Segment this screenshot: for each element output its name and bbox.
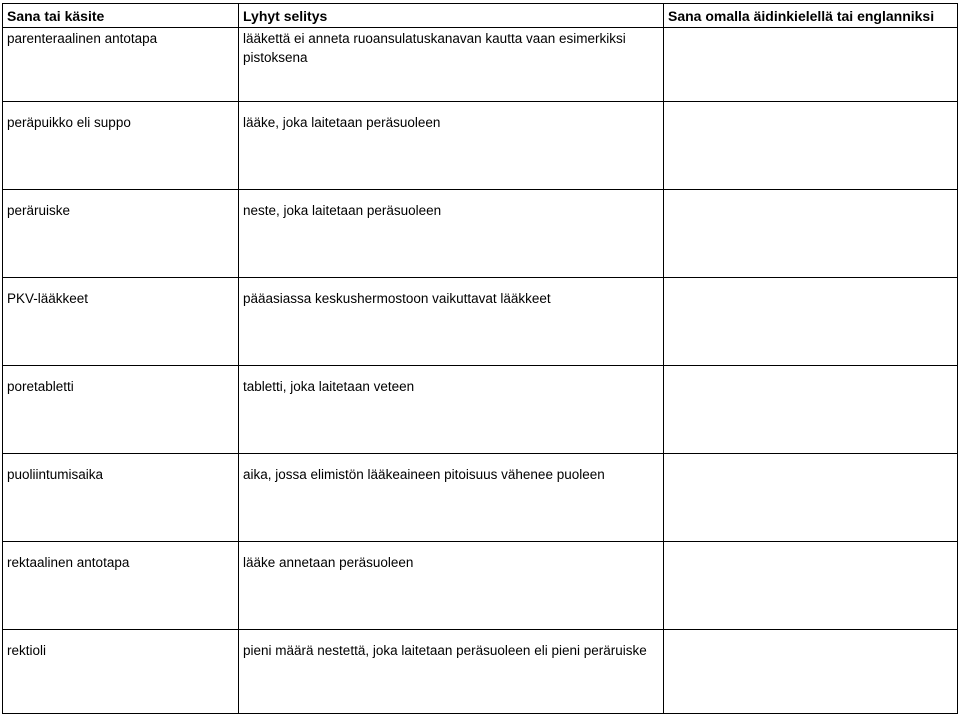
table-row — [3, 190, 958, 278]
translation-cell[interactable] — [664, 102, 958, 190]
term-cell: peräruiske — [3, 190, 239, 278]
definition-cell: pääasiassa keskushermostoon vaikuttavat lääkkeet — [239, 278, 664, 366]
term-cell: rektioli — [3, 630, 239, 714]
header-term: Sana tai käsite — [3, 4, 239, 28]
definition-cell: tabletti, joka laitetaan veteen — [239, 366, 664, 454]
table-row — [3, 28, 958, 102]
translation-cell[interactable] — [664, 630, 958, 714]
term-cell: PKV-lääkkeet — [3, 278, 239, 366]
term-cell: peräpuikko eli suppo — [3, 102, 239, 190]
definition-cell: lääkettä ei anneta ruoansulatuskanavan kautta vaan esimerkiksi pistoksena — [239, 28, 664, 102]
vocabulary-sheet — [2, 3, 957, 667]
table-row — [3, 102, 958, 190]
header-definition: Lyhyt selitys — [239, 4, 664, 28]
term-cell: rektaalinen antotapa — [3, 542, 239, 630]
table-row — [3, 454, 958, 542]
table-row — [3, 630, 958, 714]
definition-cell: pieni määrä nestettä, joka laitetaan peräsuoleen eli pieni peräruiske — [239, 630, 664, 714]
term-cell: puoliintumisaika — [3, 454, 239, 542]
table-row — [3, 278, 958, 366]
term-cell: poretabletti — [3, 366, 239, 454]
table-row — [3, 366, 958, 454]
definition-cell: lääke, joka laitetaan peräsuoleen — [239, 102, 664, 190]
translation-cell[interactable] — [664, 28, 958, 102]
table-row — [3, 542, 958, 630]
translation-cell[interactable] — [664, 454, 958, 542]
definition-cell: lääke annetaan peräsuoleen — [239, 542, 664, 630]
translation-cell[interactable] — [664, 542, 958, 630]
term-cell: parenteraalinen antotapa — [3, 28, 239, 102]
translation-cell[interactable] — [664, 278, 958, 366]
translation-cell[interactable] — [664, 366, 958, 454]
definition-cell: aika, jossa elimistön lääkeaineen pitoisuus vähenee puoleen — [239, 454, 664, 542]
header-translation: Sana omalla äidinkielellä tai englanniksi — [664, 4, 958, 28]
vocabulary-table — [2, 3, 958, 714]
definition-cell: neste, joka laitetaan peräsuoleen — [239, 190, 664, 278]
translation-cell[interactable] — [664, 190, 958, 278]
header-row — [3, 4, 958, 28]
